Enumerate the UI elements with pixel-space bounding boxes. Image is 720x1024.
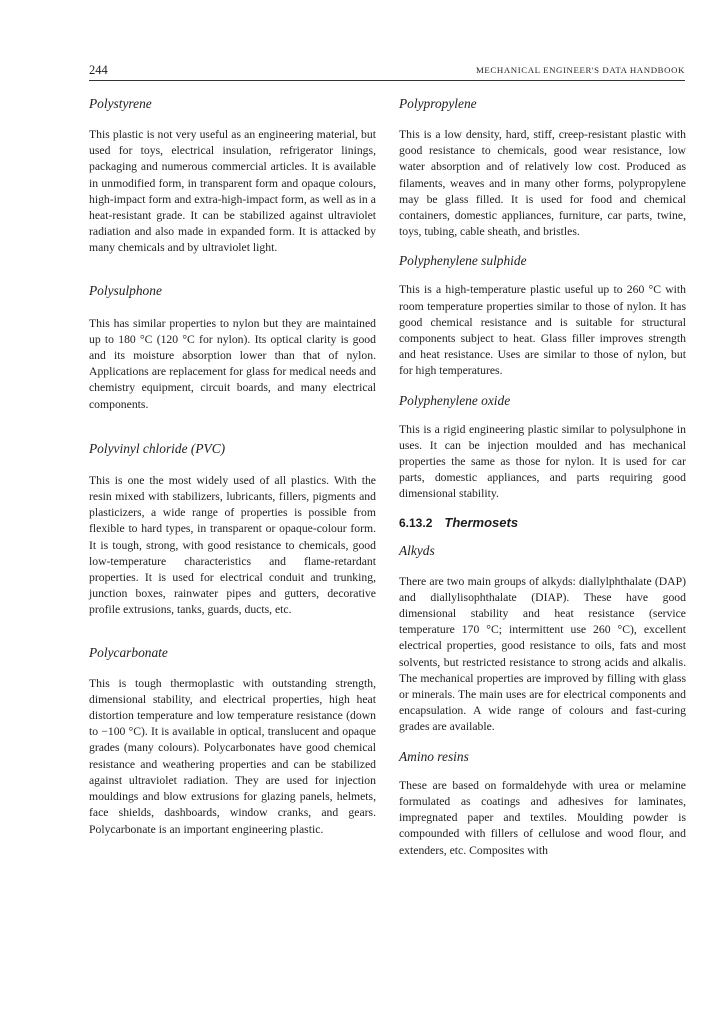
paragraph-polycarbonate: This is tough thermoplastic with outstanding strength, dimensional stability, and electrical properties, high heat distortion temperature and low temperature resistance (down to −100 °C). It is available in optical, translucent and opaque grades (many colours). Polycarbonates have good chemical resistance and weathering properties and can be stabilized against ultraviolet radiation. They are used for injection mouldings and blow extrusions for glazing panels, helmets, face shields, dashboards, window cranks, and gears. Polycarbonate is an important engineering plastic. [89,676,376,836]
section-heading-pvc: Polyvinyl chloride (PVC) [89,440,226,456]
subsection-number: 6.13.2 [399,515,433,530]
paragraph-pvc: This is one the most widely used of all plastics. With the resin mixed with stabilizers, lubricants, fillers, pigments and plasticizers, a wide range of properties is possible from flexible to hard types, in transparent or opaque-colour form. It is tough, strong, with good resistance to chemicals, good low-temperature characteristics and flame-retardant properties. It is used for electrical conduit and trunking, junction boxes, rainwater pipes and gutters, decorative profile extrusions, tanks, guards, ducts, etc. [89,473,376,617]
section-heading-polyphenylene-oxide: Polyphenylene oxide [399,392,511,408]
section-heading-amino-resins: Amino resins [399,748,469,764]
subsection-heading-thermosets [399,512,686,534]
section-heading-polycarbonate: Polycarbonate [89,644,168,660]
paragraph-amino-resins: These are based on formaldehyde with urea or melamine formulated as coatings and adhesives for laminates, impregnated paper and textiles. Moulding powder is compounded with fillers of cellulose and wood flour, and extenders, etc. Composites with [399,778,686,857]
paragraph-polyphenylene-oxide: This is a rigid engineering plastic similar to polysulphone in uses. It can be injection moulded and has mechanical properties the same as those for nylon. It is used for car parts, domestic appliances, and parts requiring good dimensional stability. [399,422,686,501]
section-heading-polystyrene: Polystyrene [89,96,152,111]
section-heading-polypropylene: Polypropylene [399,96,477,111]
running-head: MECHANICAL ENGINEER'S DATA HANDBOOK [476,65,685,75]
subsection-title: Thermosets [444,514,519,530]
page-number: 244 [89,63,108,77]
section-heading-polysulphone: Polysulphone [89,282,162,298]
left-column [89,92,376,838]
paragraph-polypropylene: This is a low density, hard, stiff, creep-resistant plastic with good resistance to chemicals, good wear resistance, low water absorption and of relatively low cost. Produced as filaments, weaves and in many other forms, polypropylene may be glass filled. It is used for food and chemical containers, domestic appliances, furniture, car parts, twine, toys, tubing, cable sheath, and bristles. [399,128,686,239]
section-heading-alkyds: Alkyds [399,542,435,558]
paragraph-alkyds: There are two main groups of alkyds: diallylphthalate (DAP) and diallylisophthalate (DIAP). These have good dimensional stability and heat resistance (service temperature 170 °C; intermittent use 260 °C), excellent electrical properties, good resistance to oils, fats and most solvents, but restricted resistance to strong acids and alkalis. The mechanical properties are improved by filling with glass or minerals. The main uses are for electrical components and encapsulation. A wide range of colours and fast-curing grades are available. [399,574,686,734]
right-column [399,92,686,859]
page-header [89,62,685,82]
paragraph-polyphenylene-sulphide: This is a high-temperature plastic useful up to 260 °C with room temperature properties similar to those of nylon. It has good chemical resistance and is suitable for structural components subject to heat. Glass filler improves strength and heat resistance. Uses are similar to those of nylon, but for high temperatures. [399,283,686,378]
paragraph-polysulphone: This has similar properties to nylon but they are maintained up to 180 °C (120 °C for nylon). Its optical clarity is good and its moisture absorption lower than that of nylon. Applications are replacement for glass for medical needs and chemistry equipment, circuit boards, and many electrical components. [89,316,376,411]
paragraph-polystyrene: This plastic is not very useful as an engineering material, but used for toys, electrical insulation, refrigerator linings, packaging and numerous commercial articles. It is available in unmodified form, in transparent form and opaque colours, high-impact form and extra-high-impact form, as well as in a heat-resistant grade. It can be stabilized against ultraviolet radiation and also made in expanded form. It is attacked by many chemicals and by ultraviolet light. [89,128,376,255]
section-heading-polyphenylene-sulphide: Polyphenylene sulphide [399,253,527,269]
header-rule [89,80,685,81]
